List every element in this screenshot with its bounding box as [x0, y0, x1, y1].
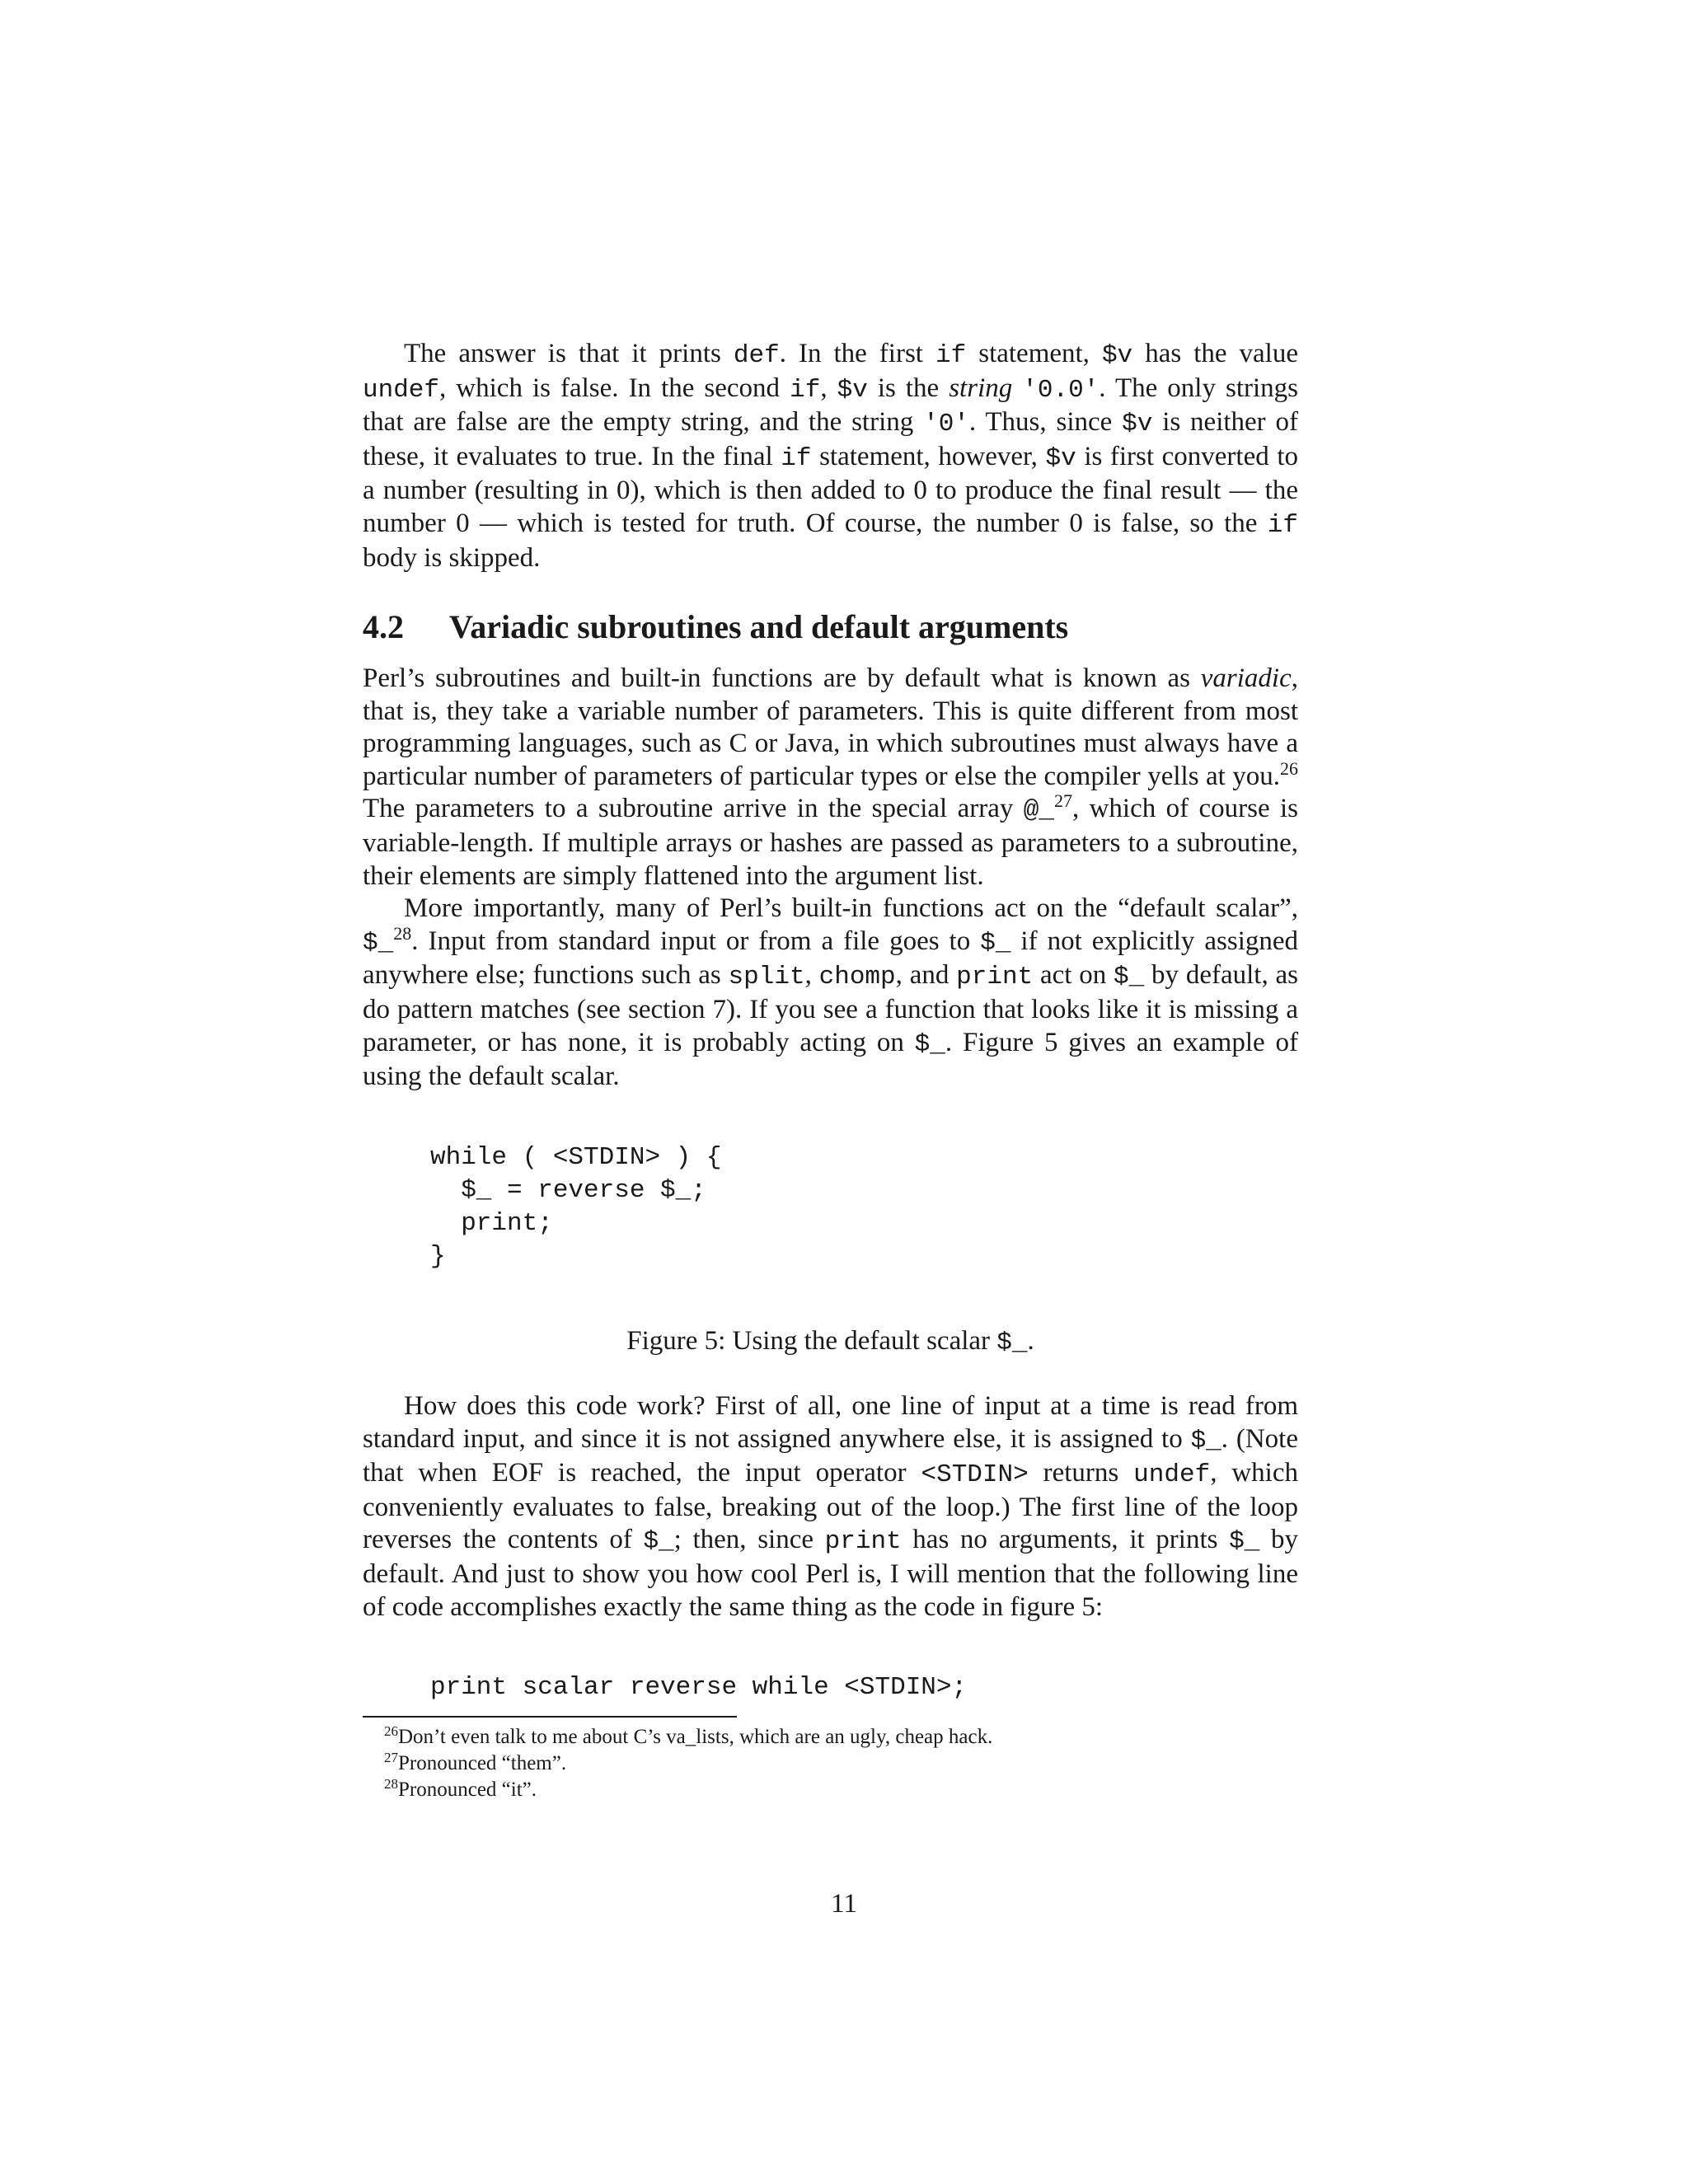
text: More importantly, many of Perl’s built-in functions act on the “default scalar”, [404, 893, 1298, 924]
text: . [1027, 1326, 1034, 1356]
text: . Input from standard input or from a file goes to [411, 926, 981, 956]
code-line: } [430, 1242, 446, 1271]
footnote-rule [363, 1716, 737, 1718]
inline-code: $v [1122, 410, 1153, 439]
text: returns [1028, 1458, 1134, 1488]
inline-code: $_ [996, 1329, 1028, 1357]
inline-code: print [824, 1527, 902, 1557]
figure-caption [363, 1324, 1298, 1360]
text: The answer is that it prints [404, 339, 734, 368]
inline-code: @_ [1023, 796, 1054, 826]
footnote-text: Pronounced “them”. [398, 1752, 567, 1774]
footnote-number: 28 [384, 1776, 398, 1792]
inline-code: $v [837, 375, 868, 405]
text: , and [895, 960, 957, 991]
code-one-liner: print scalar reverse while <STDIN>; [430, 1673, 968, 1702]
text: . The only strings that are false are the empty string, and the string [363, 373, 1299, 438]
inline-code: print [956, 963, 1034, 992]
footnote-ref: 26 [1280, 757, 1298, 779]
text: has the value [1132, 339, 1298, 368]
text: , which conveniently evaluates to false, breaking out of the loop.) The first line of the loop reverses the contents of [363, 1458, 1298, 1555]
text: is neither of these, it evaluates to true. In the final [363, 407, 1298, 471]
paragraph-explanation [363, 1390, 1298, 1624]
paragraph-default-scalar [363, 893, 1298, 1094]
footnote-number: 27 [384, 1750, 398, 1765]
section-number: 4.2 [363, 608, 404, 645]
code-listing-figure-5 [430, 1141, 721, 1273]
inline-code: $_ [980, 928, 1011, 958]
text: Perl’s subroutines and built-in functions are by default what is known as [363, 663, 1201, 693]
inline-code: <STDIN> [921, 1460, 1029, 1490]
text: ; then, since [673, 1525, 825, 1555]
emphasis: string [949, 373, 1013, 403]
text: . (Note that when EOF is reached, the input operator [363, 1423, 1298, 1488]
text: statement, however, [811, 441, 1046, 471]
footnote-text: Pronounced “it”. [398, 1779, 537, 1801]
text: The parameters to a subroutine arrive in the special array [363, 794, 1024, 824]
inline-code: $_ [1229, 1527, 1260, 1557]
page-number: 11 [831, 1889, 857, 1919]
text: if not explicitly assigned anywhere else; functions such as [363, 926, 1299, 991]
text: , which of course is variable-length. If multiple arrays or hashes are passed as parameters to a subroutine, their elements are simply flattened into the argument list. [363, 794, 1298, 891]
text: . In the first [779, 339, 935, 368]
footnote-ref: 28 [393, 922, 412, 944]
inline-code: $_ [1190, 1426, 1221, 1455]
text: . Figure 5 gives an example of using the default scalar. [363, 1027, 1298, 1092]
section-body [363, 663, 1298, 1094]
text: . Thus, since [968, 407, 1123, 438]
inline-code: chomp [818, 963, 896, 992]
footnote-number: 26 [384, 1723, 398, 1739]
footnote-27 [384, 1750, 1298, 1777]
footnotes [384, 1724, 1298, 1803]
footnote-text: Don’t even talk to me about C’s va_lists, which are an ugly, cheap hack. [398, 1726, 993, 1748]
text: body is skipped. [363, 542, 541, 573]
inline-code: $v [1045, 443, 1076, 473]
text: , [820, 373, 837, 403]
paragraph-truth-answer [363, 338, 1298, 574]
inline-code: split [728, 963, 805, 992]
inline-code: $_ [914, 1029, 945, 1059]
inline-code: if [790, 375, 821, 405]
inline-code: $v [1101, 341, 1133, 370]
inline-code: undef [1133, 1460, 1211, 1490]
footnote-28 [384, 1777, 1298, 1803]
paragraph-variadic [363, 663, 1298, 893]
text: has no arguments, it prints [901, 1525, 1230, 1555]
inline-code: $_ [643, 1527, 674, 1557]
inline-code: if [935, 341, 967, 370]
text: is the [867, 373, 950, 403]
inline-code: '0' [923, 410, 969, 439]
footnote-ref: 27 [1053, 790, 1072, 812]
text: , that is, they take a variable number of parameters. This is quite different from most programming languages, such as C or Java, in which subroutines must always have a particular number of parameters of particular types or else the compiler yells at you. [363, 663, 1298, 791]
code-line: $_ = reverse $_; [430, 1176, 706, 1205]
inline-code: if [781, 443, 812, 473]
code-line: while ( <STDIN> ) { [430, 1143, 722, 1172]
inline-code: def [733, 341, 780, 370]
text: How does this code work? First of all, one line of input at a time is read from standard input, and since it is not assigned anywhere else, it is assigned to [363, 1391, 1298, 1454]
inline-code: if [1267, 510, 1298, 540]
text: by default, as do pattern matches (see section 7). If you see a function that looks like it is missing a parameter, or has none, it is probably acting on [363, 960, 1299, 1057]
inline-code: $_ [363, 928, 394, 958]
section-title: Variadic subroutines and default arguments [449, 608, 1069, 645]
code-line: print; [430, 1209, 553, 1238]
text: , [804, 960, 819, 991]
inline-code: $_ [1114, 963, 1145, 992]
section-heading [363, 608, 1298, 646]
inline-code: undef [363, 375, 440, 405]
inline-code: '0.0' [1022, 375, 1100, 405]
text: is first converted to a number (resulting in 0), which is then added to 0 to produce the final result — the number 0 — which is tested for truth. Of course, the number 0 is false, so the [363, 441, 1298, 538]
footnote-26 [384, 1724, 1298, 1750]
emphasis: variadic [1200, 663, 1292, 693]
text: statement, [966, 339, 1102, 368]
text: act on [1033, 960, 1114, 991]
text [1012, 373, 1022, 403]
text: Figure 5: Using the default scalar [626, 1326, 997, 1356]
text: , which is false. In the second [439, 373, 790, 403]
text: by default. And just to show you how cool Perl is, I will mention that the following line of code accomplishes exactly the same thing as the code in figure 5: [363, 1525, 1298, 1622]
